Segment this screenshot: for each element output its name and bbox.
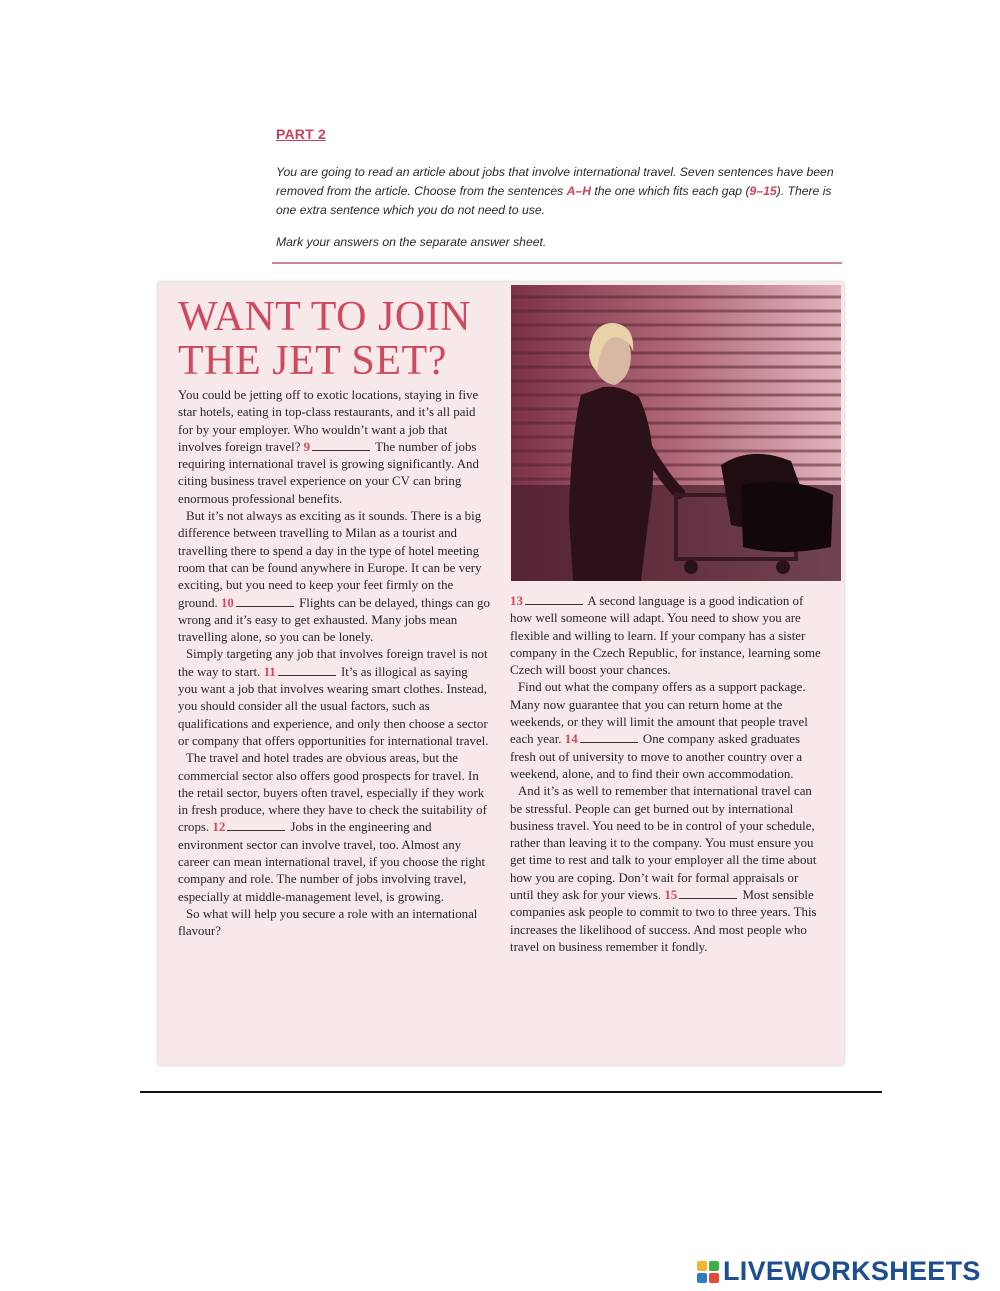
article-photo (511, 285, 841, 581)
answer-sheet-note: Mark your answers on the separate answer sheet. (276, 235, 547, 249)
article-paragraph (178, 646, 490, 750)
article-column-left (178, 387, 490, 941)
article-column-right (510, 593, 824, 956)
article-paragraph (178, 906, 490, 941)
logo-blocks-icon (697, 1261, 719, 1283)
divider (272, 262, 842, 264)
part-title: PART 2 (276, 126, 326, 142)
instructions (276, 163, 846, 220)
article-headline (178, 295, 471, 383)
paragraph-text: Most sensible companies ask people to commit to two to three years. This increases the likelihood of success. And most people who travel on business remember it fondly. (510, 888, 817, 954)
gap-blank[interactable] (312, 440, 370, 451)
gap-blank[interactable] (227, 820, 285, 831)
headline-line: WANT TO JOIN (178, 294, 472, 340)
article-paragraph (510, 679, 824, 783)
paragraph-text: But it’s not always as exciting as it sounds. There is a big difference between travelling to Milan as a tourist and travelling there to spend a day in the type of hotel meeting room that can be found anywhere in Europe. It can be very exciting, but you need to keep your feet firmly on the ground. (178, 509, 482, 610)
brand-name: LIVEWORKSHEETS (723, 1256, 981, 1286)
paragraph-text: Simply targeting any job that involves foreign travel is not the way to start. (178, 647, 488, 679)
article-paragraph (178, 387, 490, 508)
gap-blank[interactable] (525, 594, 583, 605)
paragraph-text: Flights can be delayed, things can go wrong and it’s easy to get exhausted. Many jobs mean travelling alone, so you can be lonely. (178, 595, 490, 645)
article-paragraph (178, 750, 490, 906)
letter-range: A–H (566, 184, 591, 198)
paragraph-text: So what will help you secure a role with an international flavour? (178, 906, 478, 939)
gap-number: 10 (220, 595, 234, 610)
page-divider (140, 1091, 882, 1093)
paragraph-text: Find out what the company offers as a support package. Many now guarantee that you can return home at the weekends, or they will limit the amount that people travel each year. (510, 680, 808, 747)
gap-number: 12 (212, 820, 226, 835)
paragraph-text: You could be jetting off to exotic locations, staying in five star hotels, eating in top-class restaurants, and it’s all paid for by your employer. Who wouldn’t want a job that involves foreign travel? (178, 388, 479, 454)
instructions-text: the one which fits each gap ( (591, 184, 750, 198)
gap-number: 15 (664, 888, 678, 903)
gap-range: 9–15 (749, 184, 777, 198)
gap-number: 14 (564, 732, 578, 747)
paragraph-text: The number of jobs requiring international travel is growing significantly. And citing business travel experience on your CV can bring enormous professional benefits. (178, 439, 479, 506)
paragraph-text: One company asked graduates fresh out of university to move to another country over a weekend, alone, and to find their own accommodation. (510, 732, 803, 781)
gap-number: 9 (303, 439, 311, 454)
paragraph-text: It’s as illogical as saying you want a job that involves wearing smart clothes. Instead, you should consider all the usual factors, such as qualifications and experience, and only then choose a sector or company that offers opportunities for international travel. (178, 664, 489, 748)
gap-number: 11 (263, 664, 276, 679)
gap-blank[interactable] (679, 888, 737, 899)
paragraph-text: And it’s as well to remember that international travel can be stressful. People can get burned out by international business travel. You need to be in control of your schedule, rather than leaving it to the company. You must ensure you get time to rest and talk to your employer all the time about how you are coping. Don’t wait for formal appraisals or until they ask for your views. (510, 784, 817, 903)
gap-number: 13 (510, 594, 523, 608)
headline-line: THE JET SET? (178, 338, 447, 384)
article-paragraph (510, 783, 824, 956)
gap-blank[interactable] (580, 732, 638, 743)
paragraph-text: The travel and hotel trades are obvious areas, but the commercial sector also offers good prospects for travel. In the retail sector, buyers often travel, especially if they work in fresh produce, where they have to check the suitability of crops. (178, 751, 487, 835)
instructions-text: ). There is one extra sentence which you do not need to use. (276, 184, 832, 217)
article-paragraph (178, 508, 490, 646)
instructions-text: You are going to read an article about jobs that involve international travel. Seven sentences have been removed from the article. Choose from the sentences (276, 165, 834, 198)
woman-with-luggage-trolley-image (511, 285, 841, 581)
paragraph-text: Jobs in the engineering and environment sector can involve travel, too. Almost any career can mean international travel, if you choose the right company and role. The number of jobs involving travel, especially at middle-management level, is growing. (178, 820, 486, 904)
gap-blank[interactable] (236, 596, 294, 607)
article-paragraph (510, 593, 824, 679)
liveworksheets-logo (697, 1256, 981, 1287)
gap-blank[interactable] (278, 665, 336, 676)
paragraph-text: A second language is a good indication of how well someone will adapt. You need to show you are flexible and willing to learn. If your company has a sister company in the Czech Republic, for instance, learning some Czech will boost your chances. (510, 594, 821, 678)
